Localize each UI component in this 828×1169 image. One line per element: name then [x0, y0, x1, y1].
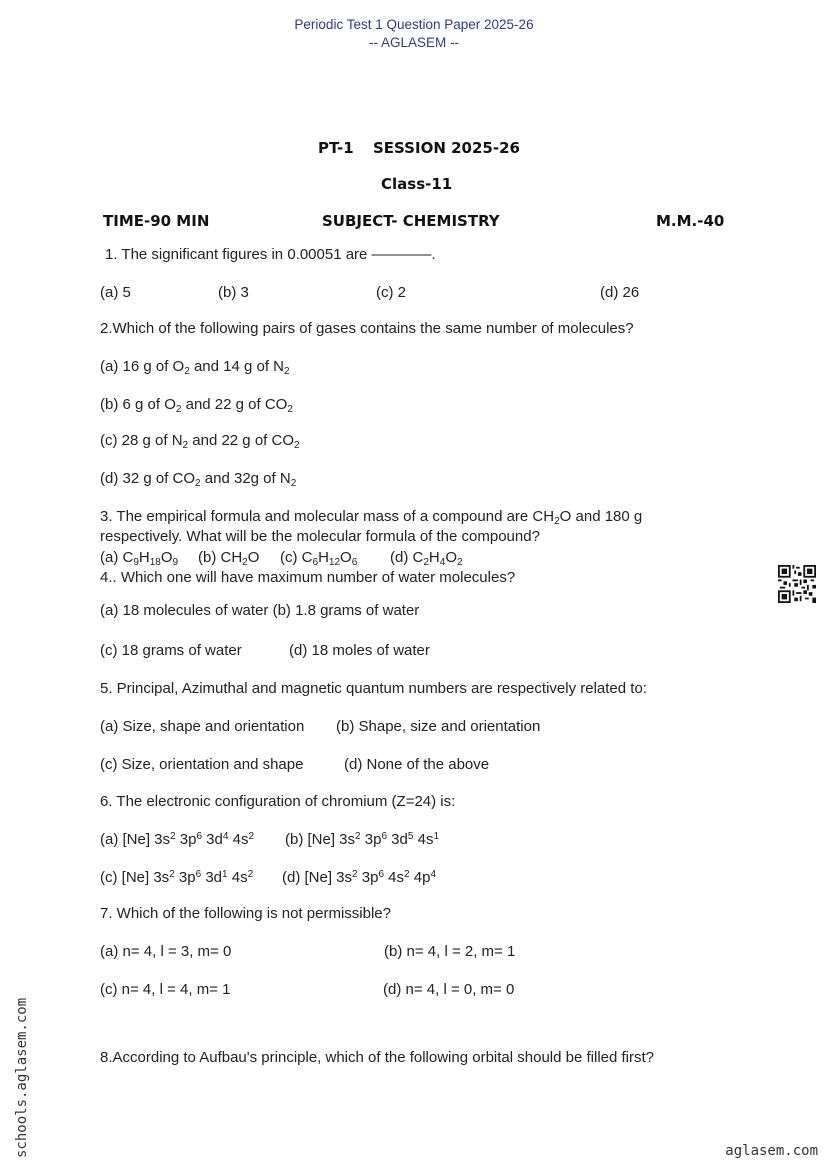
q5-option-a: (a) Size, shape and orientation: [100, 718, 305, 735]
max-marks: M.M.-40: [656, 212, 725, 230]
q7-option-a: (a) n= 4, l = 3, m= 0: [100, 943, 232, 960]
header-brand: -- AGLASEM --: [368, 35, 459, 50]
q5-option-c: (c) Size, orientation and shape: [100, 756, 304, 773]
question-2: 2.Which of the following pairs of gases contains the same number of molecules?: [100, 320, 634, 337]
q3-option-b: (b) $CH_2O$: [198, 549, 260, 568]
q6-option-a: (a) [Ne] $3s^2$ $3p^6$ $3d^4$ $4s^2$: [100, 831, 255, 848]
qr-code-icon: [778, 565, 816, 603]
test-name: PT-1: [318, 139, 354, 157]
q3-option-a: (a) $C_9H_{18}O_9$: [100, 549, 179, 568]
session: SESSION 2025-26: [373, 139, 520, 157]
q2-option-d: (d) 32 g of $CO_2$ and 32g of $N_2$: [100, 470, 297, 489]
side-watermark: schools.aglasem.com: [14, 997, 30, 1158]
q2-option-c: (c) 28 g of $N_2$ and 22 g of $CO_2$: [100, 432, 300, 451]
q7-option-b: (b) n= 4, l = 2, m= 1: [384, 943, 516, 960]
q1-option-b: (b) 3: [218, 284, 249, 301]
footer-watermark: aglasem.com: [725, 1143, 818, 1159]
q5-option-b: (b) Shape, size and orientation: [336, 718, 541, 735]
q3-option-c: (c) $C_6H_{12}O_6$: [280, 549, 358, 568]
q7-option-c: (c) n= 4, l = 4, m= 1: [100, 981, 231, 998]
q7-option-d: (d) n= 4, l = 0, m= 0: [383, 981, 515, 998]
q6-option-c: (c) [Ne] $3s^2$ $3p^6$ $3d^1$ $4s^2$: [100, 869, 254, 886]
q1-option-d: (d) 26: [600, 284, 640, 301]
q4-options-ab: (a) 18 molecules of water (b) 1.8 grams of water: [100, 602, 420, 619]
q6-option-b: (b) [Ne] $3s^2$ $3p^6$ $3d^5$ $4s^1$: [285, 831, 440, 848]
class-label: Class-11: [381, 175, 453, 193]
question-3-line-1: 3. The empirical formula and molecular mass of a compound are $CH_2O$ and 180 g: [100, 508, 643, 527]
q6-option-d: (d) [Ne] $3s^2$ $3p^6$ $4s^2$ $4p^4$: [282, 869, 437, 886]
q5-option-d: (d) None of the above: [344, 756, 490, 773]
subject-label: SUBJECT- CHEMISTRY: [322, 212, 500, 230]
q1-option-c: (c) 2: [376, 284, 406, 301]
question-5: 5. Principal, Azimuthal and magnetic quantum numbers are respectively related to:: [100, 680, 647, 697]
question-3-line-2: respectively. What will be the molecular formula of the compound?: [100, 528, 540, 545]
time-label: TIME-90 MIN: [103, 212, 210, 230]
question-4: 4.. Which one will have maximum number of water molecules?: [100, 569, 516, 586]
q4-option-d: (d) 18 moles of water: [289, 642, 430, 659]
q4-option-c: (c) 18 grams of water: [100, 642, 242, 659]
q1-option-a: (a) 5: [100, 284, 131, 301]
question-8: 8.According to Aufbau's principle, which of the following orbital should be filled first?: [100, 1049, 655, 1066]
q2-option-a: (a) 16 g of $O_2$ and 14 g of $N_2$: [100, 358, 290, 377]
question-7: 7. Which of the following is not permissible?: [100, 905, 391, 922]
q2-option-b: (b) 6 g of $O_2$ and 22 g of $CO_2$: [100, 396, 293, 415]
question-6: 6. The electronic configuration of chromium (Z=24) is:: [100, 793, 456, 810]
q3-option-d: (d) $C_2H_4O_2$: [390, 549, 463, 568]
header-title: Periodic Test 1 Question Paper 2025-26: [294, 17, 534, 32]
question-1: 1. The significant figures in 0.00051 are ————.: [105, 246, 436, 263]
